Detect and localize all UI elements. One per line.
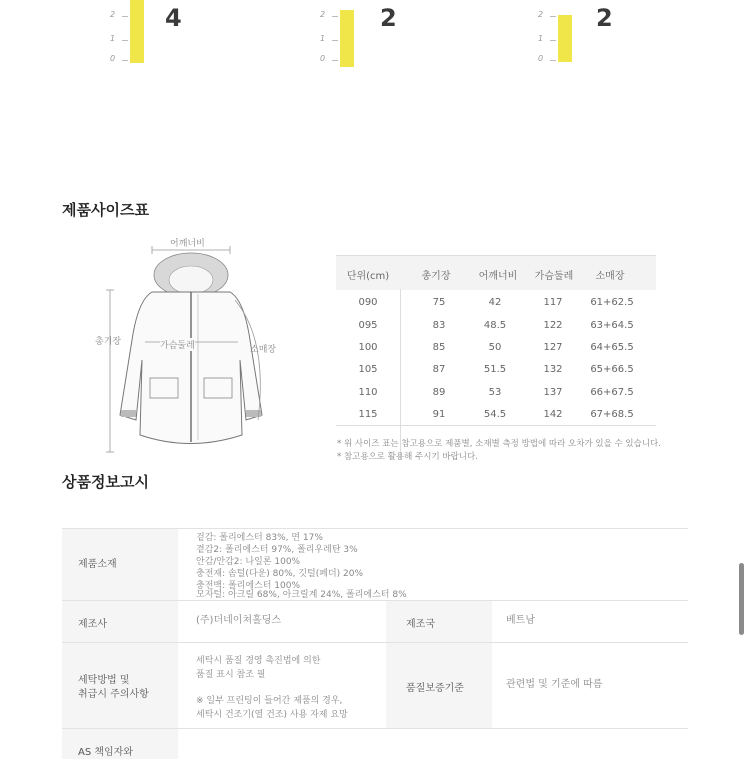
material-line: 겉감: 폴리에스터 83%, 면 17% <box>196 533 323 543</box>
gauge-tick: 0 <box>538 54 544 63</box>
info-row-material <box>62 528 688 601</box>
size-note-1: * 위 사이즈 표는 참고용으로 제품별, 소재별 측정 방법에 따라 오차가 있을 수 있습니다. <box>337 439 661 449</box>
tick-dash <box>550 60 556 61</box>
country-value: 베트남 <box>506 615 535 626</box>
header-cell: 어깨너비 <box>478 271 518 282</box>
info-row-washing <box>62 642 688 729</box>
gauge-tick: 1 <box>110 34 116 43</box>
gauge-value: 2 <box>380 4 397 32</box>
info-row-as <box>62 728 688 759</box>
label-length: 총기장 <box>95 337 122 347</box>
info-label: 세탁방법 및 취급시 주의사항 <box>62 643 178 729</box>
washing-line: 품질 표시 참조 필 <box>196 670 266 680</box>
tick-dash <box>332 60 338 61</box>
header-cell: 단위(cm) <box>346 271 390 282</box>
washing-line: 세탁시 건조기(열 건조) 사용 자제 요망 <box>196 710 348 720</box>
info-row-manufacturer <box>62 600 688 643</box>
manufacturer-value: (주)더네이쳐홀딩스 <box>196 615 282 626</box>
label-sleeve: 소매장 <box>250 345 277 355</box>
info-label: 제조국 <box>386 601 492 643</box>
header-cell: 가슴둘레 <box>534 271 574 282</box>
header-cell: 소매장 <box>595 271 625 282</box>
size-section-title: 제품사이즈표 <box>62 201 149 219</box>
jacket-diagram <box>90 230 290 455</box>
material-line: 모자털: 아크릴 68%, 아크릴계 24%, 폴리에스터 8% <box>196 590 407 600</box>
gauge-bar <box>340 10 354 67</box>
washing-line: 세탁시 품질 경영 촉진법에 의한 <box>196 656 321 666</box>
label-chest: 가슴둘레 <box>160 338 195 351</box>
material-line: 안감/안감2: 나일론 100% <box>196 557 301 567</box>
gauge-2 <box>310 0 460 70</box>
tick-dash <box>332 16 338 17</box>
gauge-tick: 2 <box>320 10 326 19</box>
table-divider <box>400 289 401 459</box>
info-label: 제조사 <box>62 601 178 643</box>
material-line: 충전재: 솜털(다운) 80%, 깃털(페더) 20% <box>196 569 364 579</box>
size-note-2: * 참고용으로 활용해 주시기 바랍니다. <box>337 452 478 462</box>
gauge-tick: 1 <box>320 34 326 43</box>
tick-dash <box>332 40 338 41</box>
tick-dash <box>550 16 556 17</box>
tick-dash <box>122 60 128 61</box>
info-label: AS 책임자와 <box>62 729 178 759</box>
quality-value: 관련법 및 기준에 따름 <box>506 679 603 690</box>
header-cell: 총기장 <box>421 271 451 282</box>
gauge-tick: 0 <box>320 54 326 63</box>
gauge-tick: 2 <box>110 10 116 19</box>
scrollbar-thumb[interactable] <box>739 563 744 635</box>
info-label: 제품소재 <box>62 529 178 601</box>
tick-dash <box>122 16 128 17</box>
material-line: 곁감2: 폴리에스터 97%, 폴리우레탄 3% <box>196 545 358 555</box>
label-shoulder: 어깨너비 <box>170 239 205 249</box>
gauge-tick: 0 <box>110 54 116 63</box>
washing-line: ※ 일부 프린팅이 들어간 제품의 경우, <box>196 696 343 706</box>
tick-dash <box>550 40 556 41</box>
table-divider <box>336 425 656 426</box>
gauge-value: 4 <box>165 4 182 32</box>
material-line: 충전백: 폴리에스터 100% <box>196 581 301 591</box>
tick-dash <box>122 40 128 41</box>
gauge-tick: 2 <box>538 10 544 19</box>
gauge-3 <box>528 0 678 70</box>
info-section-title: 상품정보고시 <box>62 473 149 491</box>
gauge-1 <box>100 0 250 70</box>
gauge-bar <box>558 15 572 62</box>
gauge-bar <box>130 0 144 63</box>
info-label: 품질보증기준 <box>386 643 492 729</box>
gauge-tick: 1 <box>538 34 544 43</box>
gauge-value: 2 <box>596 4 613 32</box>
